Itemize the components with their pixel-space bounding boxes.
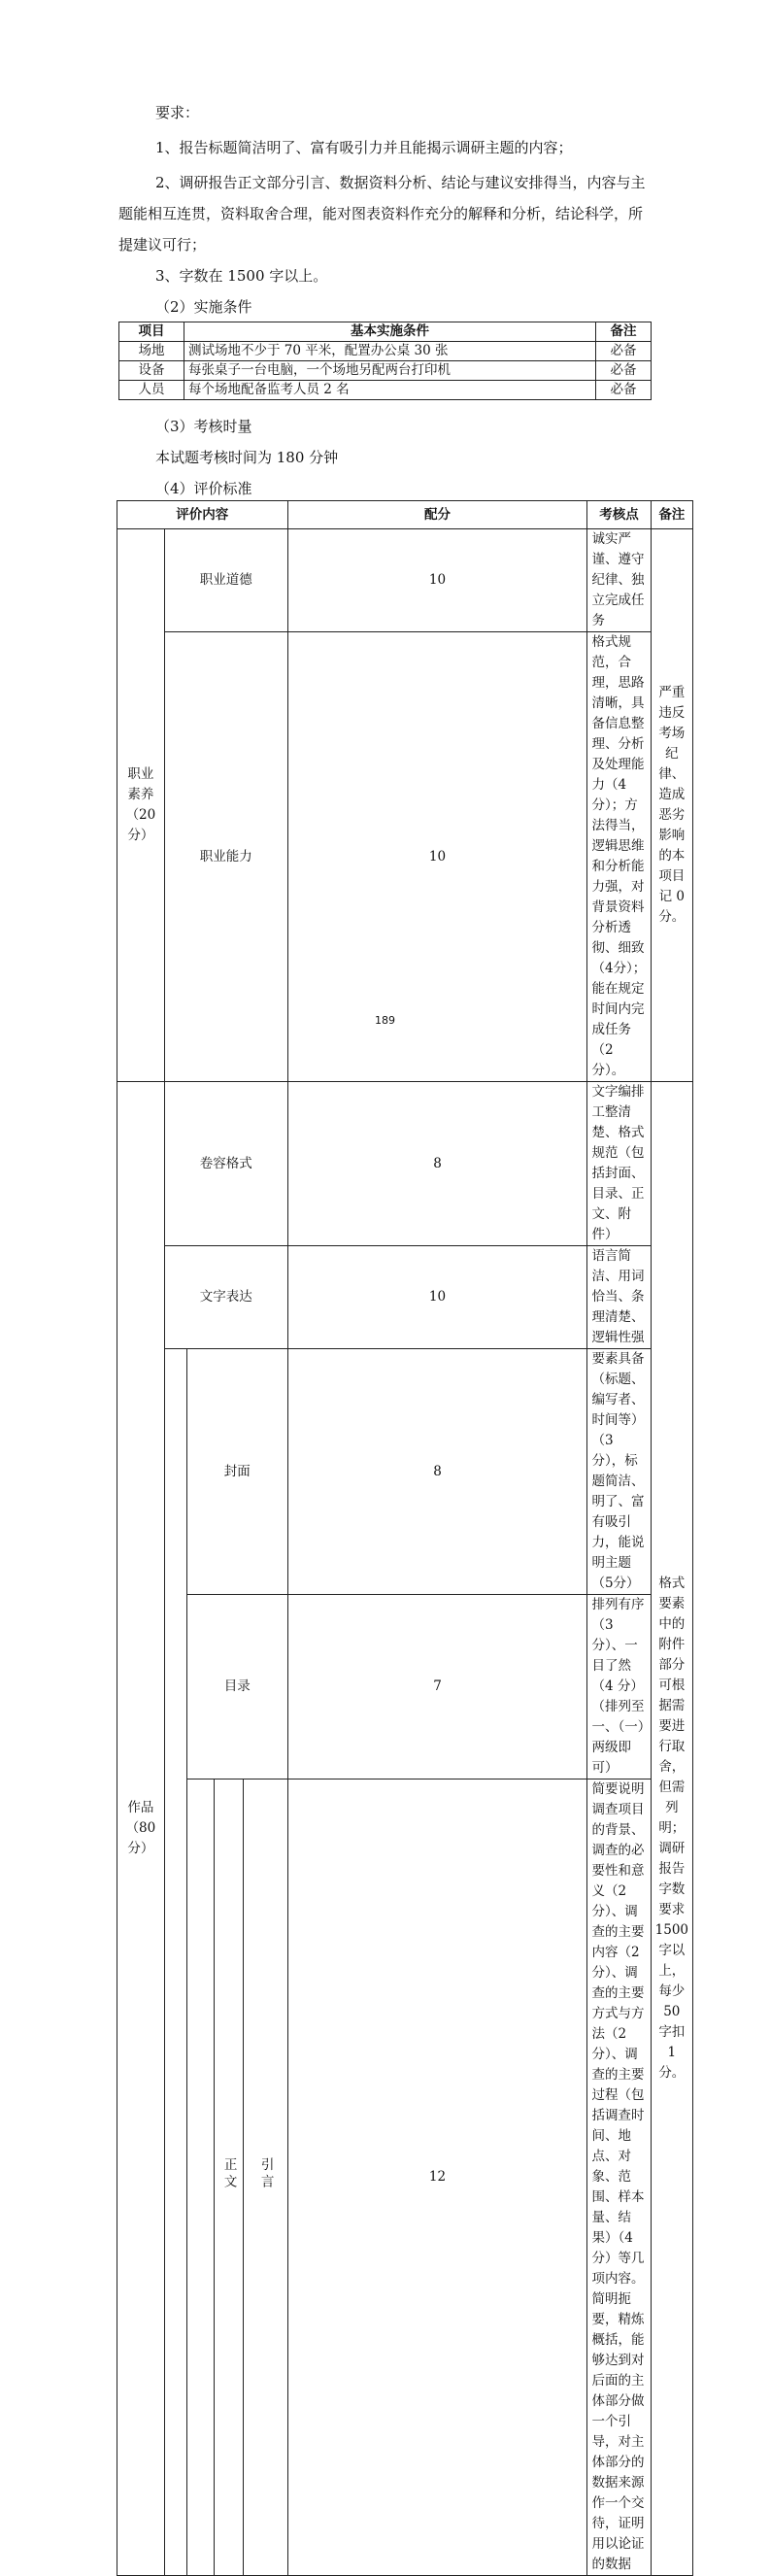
header-note: 备注	[596, 322, 652, 342]
criterion-points: 文字编排工整清楚、格式规范（包括封面、目录、正文、附件）	[587, 1082, 651, 1246]
header-points: 考核点	[587, 501, 651, 529]
requirement-item-3: 3、字数在 1500 字以上。	[155, 267, 328, 285]
criterion-name: 正文	[220, 2156, 237, 2191]
criterion-score: 10	[287, 632, 587, 1082]
header-note: 备注	[651, 501, 692, 529]
criterion-score: 10	[287, 1246, 587, 1349]
duration-text: 本试题考核时间为 180 分钟	[155, 449, 339, 466]
requirement-item-1: 1、报告标题简洁明了、富有吸引力并且能揭示调研主题的内容；	[155, 139, 573, 156]
criterion-name: 职业道德	[164, 529, 287, 632]
row-condition: 每个场地配备监考人员 2 名	[184, 381, 596, 400]
conditions-table	[118, 322, 652, 400]
criterion-score: 10	[287, 529, 587, 632]
header-item: 项目	[119, 322, 184, 342]
row-item: 场地	[119, 342, 184, 361]
group-professional-label: 职业素养（20分）	[117, 529, 165, 1082]
table-row	[119, 361, 652, 381]
criterion-points: 排列有序（3 分）、一目了然（4 分）（排列至一、（一）两级即可）	[587, 1595, 651, 1779]
criterion-score: 8	[287, 1082, 587, 1246]
row-condition: 测试场地不少于 70 平米，配置办公桌 30 张	[184, 342, 596, 361]
row-note: 必备	[596, 342, 652, 361]
header-content: 评价内容	[117, 501, 288, 529]
requirement-item-2: 2、调研报告正文部分引言、数据资料分析、结论与建议安排得当，内容与主题能相互连贯，资料取舍合理，能对图表资料作充分的解释和分析，结论科学，所提建议可行；	[118, 174, 646, 254]
criterion-score: 8	[287, 1349, 587, 1595]
header-condition: 基本实施条件	[184, 322, 596, 342]
table-row	[119, 381, 652, 400]
criterion-name: 封面	[187, 1349, 288, 1595]
section-title-duration: （3）考核时量	[155, 418, 252, 435]
row-item: 人员	[119, 381, 184, 400]
table-row	[119, 342, 652, 361]
criterion-name: 卷容格式	[164, 1082, 287, 1246]
criteria-table	[117, 500, 693, 2576]
criterion-score: 12	[287, 1779, 587, 2576]
criterion-score: 7	[287, 1595, 587, 1779]
criterion-name-body	[214, 1779, 243, 2576]
group-work-label: 作品（80分）	[117, 1082, 165, 2576]
group-professional-note: 严重违反考场纪律、造成恶劣影响的本项目记 0 分。	[651, 529, 692, 1082]
criterion-points: 简要说明调查项目的背景、调查的必要性和意义（2 分）、调查的主要内容（2 分）、调查的主要方式与方法（2 分）、调查的主要过程（包括调查时间、地点、对象、范围、样本量、结果）（4 分）等几项内容。简明扼要，精炼概括，能够达到对后面的主体部分做一个引导，对主体部分的数据来源作一个交待，证明用以论证的数据	[587, 1779, 651, 2576]
criterion-points: 诚实严谨、遵守纪律、独立完成任务	[587, 529, 651, 632]
criterion-points: 语言简洁、用词恰当、条理清楚、逻辑性强	[587, 1246, 651, 1349]
row-note: 必备	[596, 361, 652, 381]
criterion-subname: 引言	[257, 2156, 274, 2191]
row-item: 设备	[119, 361, 184, 381]
criterion-name: 文字表达	[164, 1246, 287, 1349]
subgroup-spacer	[164, 1349, 186, 2576]
group-work-note: 格式要素中的附件部分可根据需要进行取舍，但需列明；调研报告字数要求 1500 字以上，每少 50 字扣 1 分。	[651, 1082, 692, 2576]
criterion-name: 职业能力	[164, 632, 287, 1082]
section-title-criteria: （4）评价标准	[155, 480, 252, 497]
page-number: 189	[375, 1014, 395, 1027]
criterion-sub-intro	[243, 1779, 287, 2576]
criterion-points: 要素具备（标题、编写者、时间等）（3 分），标题简洁、明了、富有吸引力，能说明主题（5分）	[587, 1349, 651, 1595]
row-note: 必备	[596, 381, 652, 400]
section-title-conditions: （2）实施条件	[155, 298, 252, 316]
requirements-heading: 要求：	[155, 104, 200, 121]
row-condition: 每张桌子一台电脑，一个场地另配两台打印机	[184, 361, 596, 381]
criterion-name: 目录	[187, 1595, 288, 1779]
header-score: 配分	[287, 501, 587, 529]
criterion-points: 格式规范，合理，思路清晰，具备信息整理、分析及处理能力（4 分）；方法得当，逻辑思维和分析能力强，对背景资料分析透彻、细致（4分）；能在规定时间内完成任务（2 分）。	[587, 632, 651, 1082]
subgroup-spacer	[187, 1779, 215, 2576]
